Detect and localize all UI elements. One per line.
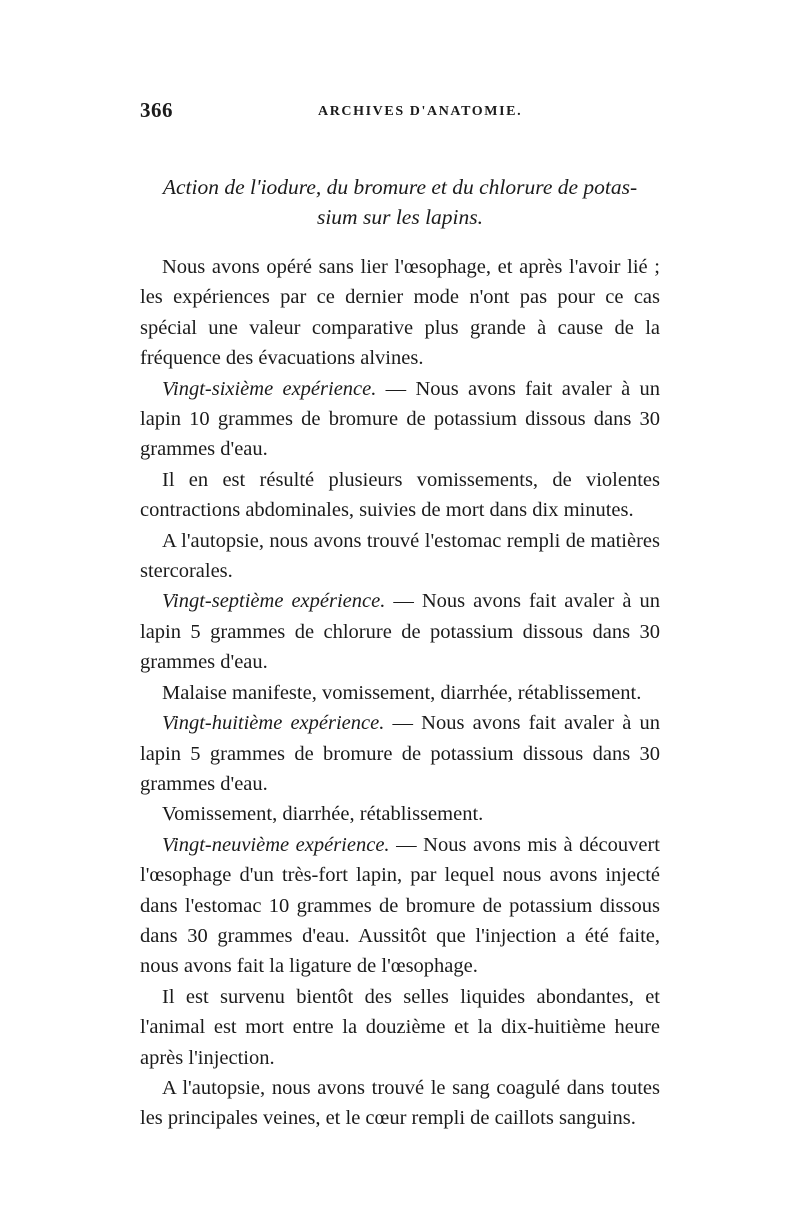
paragraph-result-28	[140, 799, 660, 829]
paragraph-text: Malaise manifeste, vomissement, diarrhée, rétablissement.	[162, 681, 642, 704]
section-title-line-2: sium sur les lapins.	[316, 205, 484, 229]
paragraph-text: — Nous avons fait avaler à un lapin 5 grammes de chlorure de potassium dissous dans 30 grammes d'eau.	[140, 590, 660, 674]
paragraph-result-26	[140, 465, 660, 526]
paragraph-text: Il en est résulté plusieurs vomissements, de violentes contractions abdominales, suivies de mort dans dix minutes.	[140, 468, 660, 522]
paragraph-experiment-26	[140, 374, 660, 465]
section-title	[140, 172, 660, 232]
experiment-label: Vingt-septième expérience.	[162, 590, 386, 613]
running-head: ARCHIVES D'ANATOMIE.	[318, 104, 523, 119]
paragraph-intro	[140, 252, 660, 374]
page-number: 366	[140, 98, 173, 122]
paragraph-text: Nous avons opéré sans lier l'œsophage, et après l'avoir lié ; les expériences par ce dernier mode n'ont pas pour ce cas spécial une valeur comparative plus grande à cause de la fréquence des évacuations alvines.	[140, 256, 660, 370]
paragraph-text: Il est survenu bientôt des selles liquides abondantes, et l'animal est mort entre la douzième et la dix-huitième heure après l'injection.	[140, 985, 660, 1069]
paragraph-text: A l'autopsie, nous avons trouvé l'estomac rempli de matières stercorales.	[140, 529, 660, 583]
paragraph-result-29	[140, 982, 660, 1073]
paragraph-experiment-27	[140, 586, 660, 677]
paragraph-experiment-29	[140, 830, 660, 982]
paragraph-text: A l'autopsie, nous avons trouvé le sang coagulé dans toutes les principales veines, et le cœur rempli de caillots sanguins.	[140, 1076, 660, 1130]
section-title-line-1: Action de l'iodure, du bromure et du chlorure de potas-	[162, 175, 638, 199]
experiment-label: Vingt-neuvième expérience.	[162, 833, 390, 856]
paragraph-autopsy-26	[140, 526, 660, 587]
paragraph-experiment-28	[140, 708, 660, 799]
experiment-label: Vingt-sixième expérience.	[162, 377, 377, 400]
paragraph-text: — Nous avons fait avaler à un lapin 10 grammes de bromure de potassium dissous dans 30 grammes d'eau.	[140, 377, 660, 461]
paragraph-text: — Nous avons mis à découvert l'œsophage d'un très-fort lapin, par lequel nous avons injecté dans l'estomac 10 grammes de bromure de potassium dissous dans 30 grammes d'eau. Aussitôt que l'injection a été faite, nous avons fait la ligature de l'œsophage.	[140, 833, 660, 978]
paragraph-text: — Nous avons fait avaler à un lapin 5 grammes de bromure de potassium dissous dans 30 grammes d'eau.	[140, 712, 661, 795]
paragraph-text: Vomissement, diarrhée, rétablissement.	[162, 803, 484, 826]
paragraph-autopsy-29	[140, 1073, 660, 1134]
page-header	[140, 98, 660, 128]
body-text	[140, 252, 660, 1134]
paragraph-result-27	[140, 678, 660, 708]
experiment-label: Vingt-huitième expérience.	[162, 712, 385, 735]
